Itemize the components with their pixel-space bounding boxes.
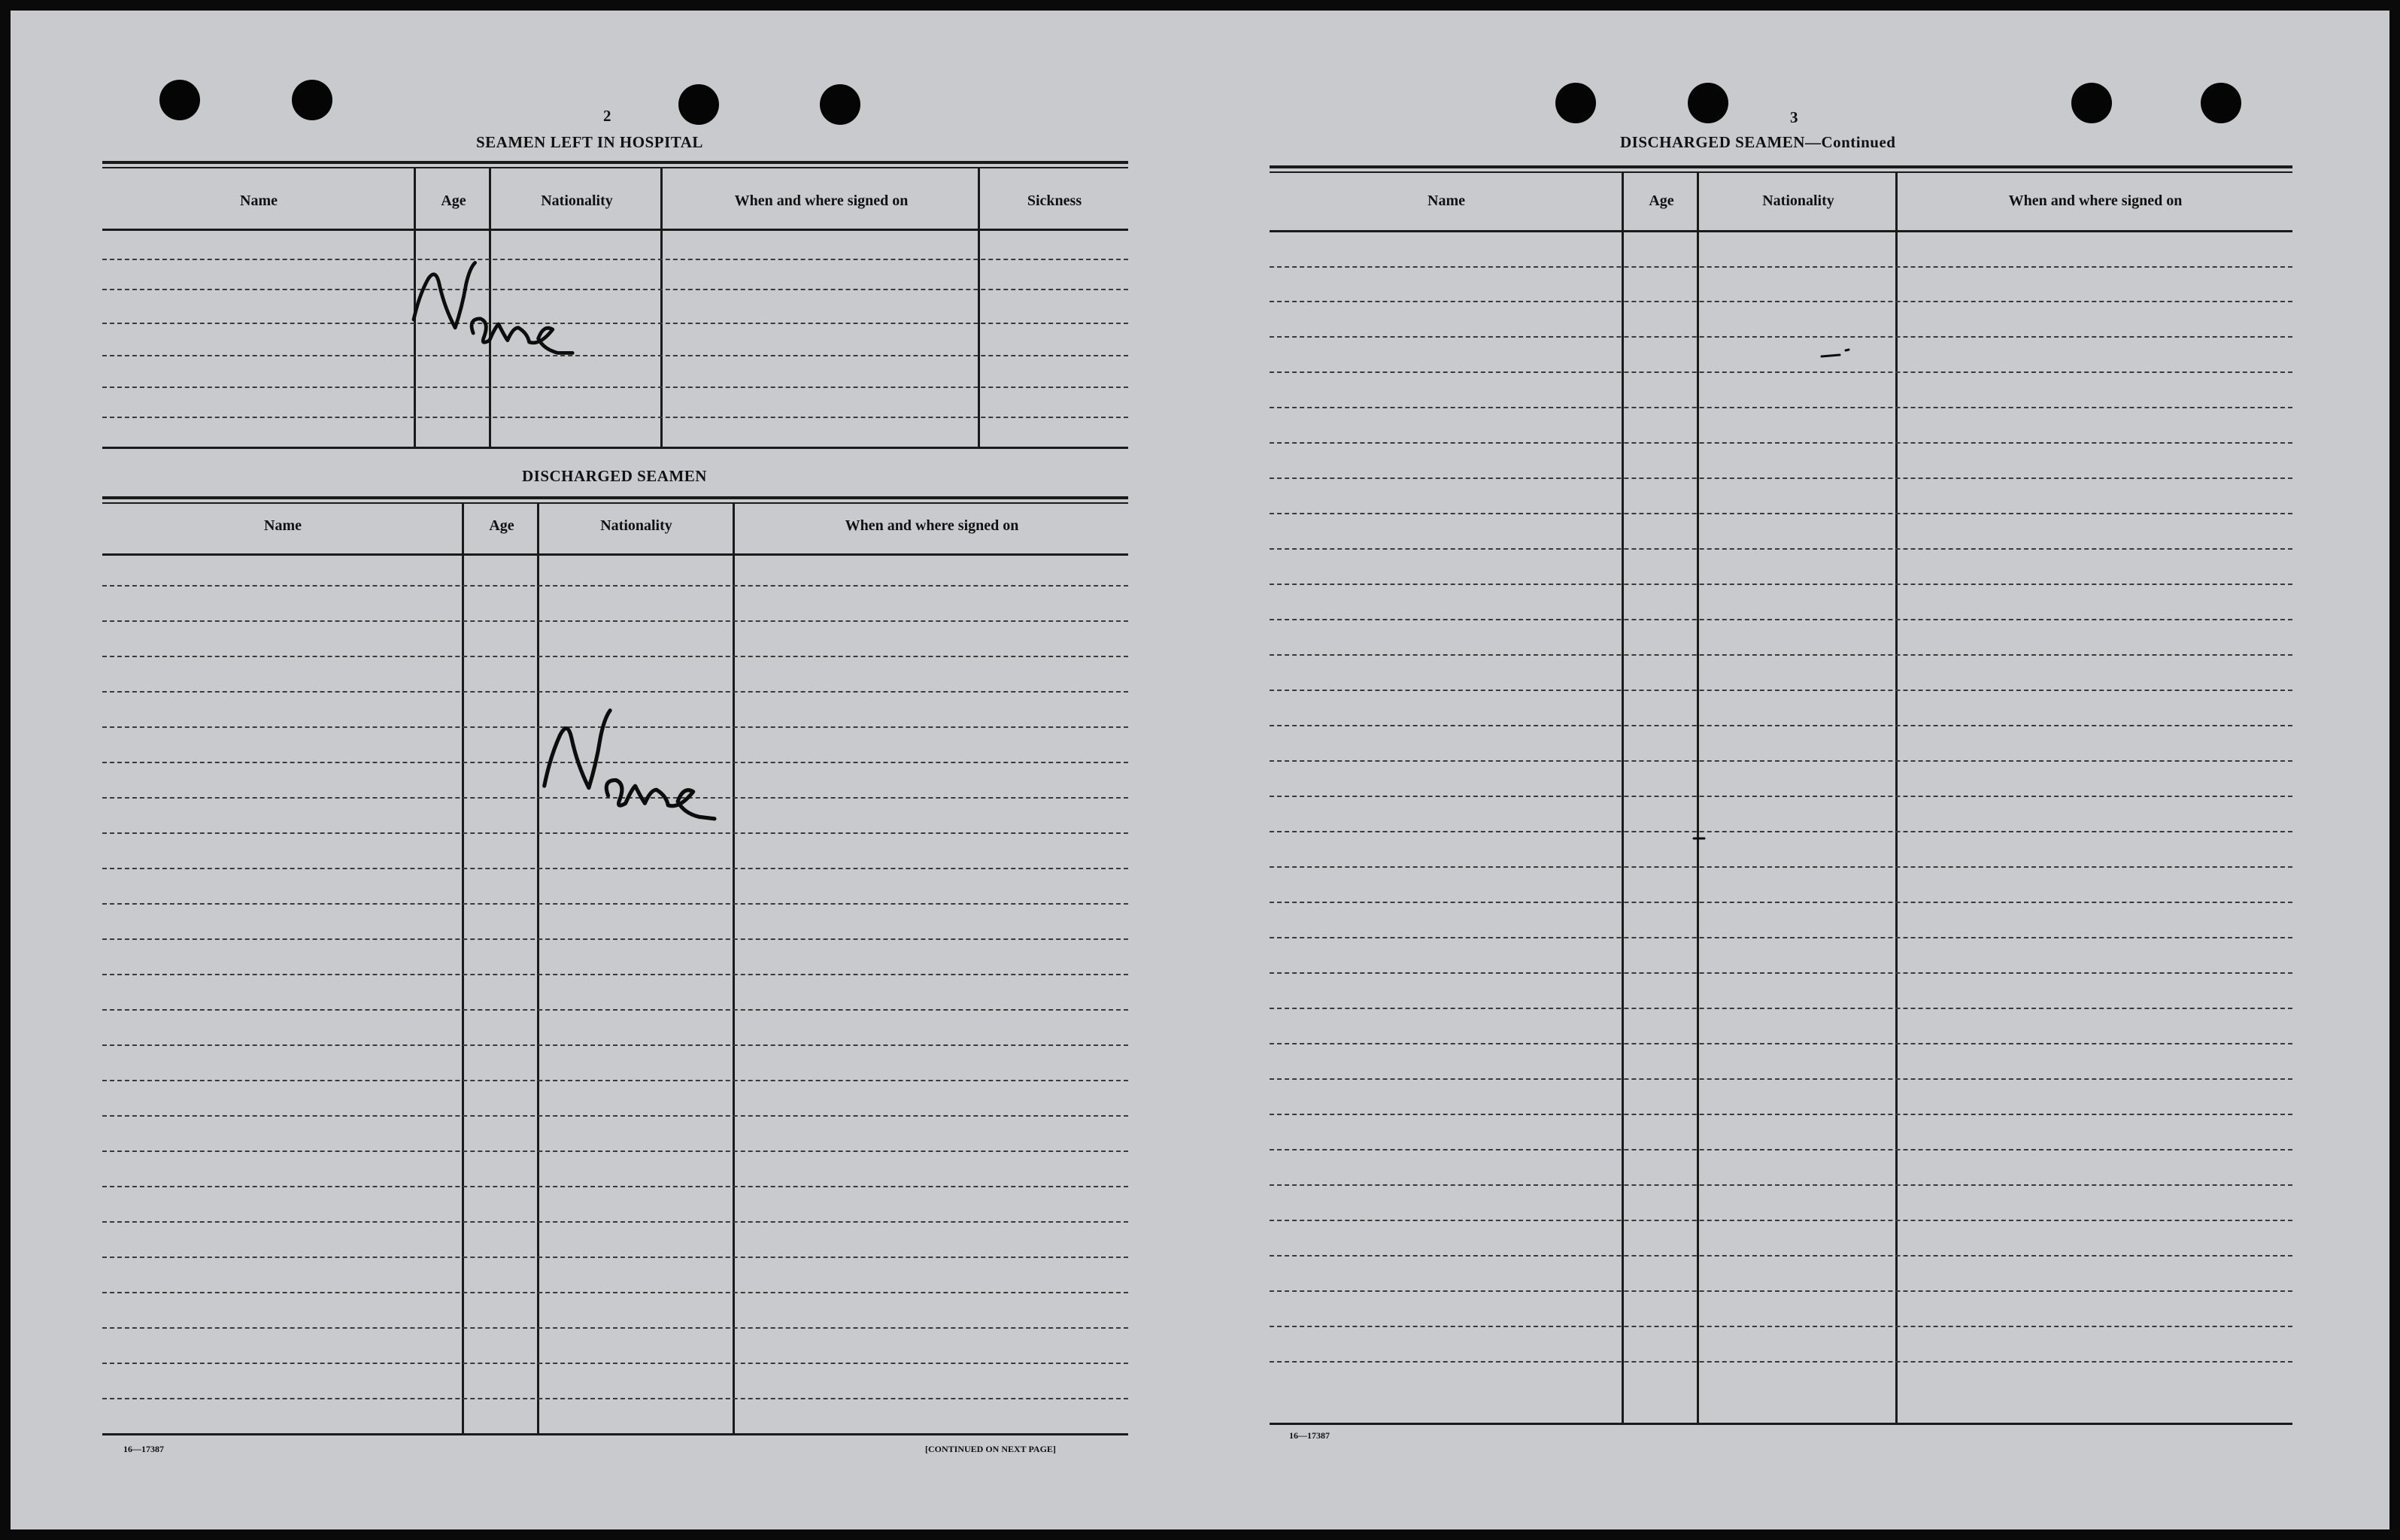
hospital-table (102, 161, 1128, 450)
column-header-age: Age (441, 192, 466, 209)
column-header-signed-on: When and where signed on (734, 192, 909, 209)
column-header-nationality: Nationality (600, 517, 672, 534)
punch-hole (2201, 83, 2241, 123)
column-header-signed-on: When and where signed on (845, 517, 1019, 534)
section-title-text: DISCHARGED SEAMEN (1620, 133, 1805, 151)
discharged-section-title: DISCHARGED SEAMEN (522, 467, 707, 485)
punch-hole (678, 84, 719, 125)
handwritten-none-hospital (396, 251, 576, 379)
column-header-nationality: Nationality (541, 192, 613, 209)
column-header-name: Name (1428, 192, 1465, 209)
punch-hole (1555, 83, 1596, 123)
discharged-continued-title (1620, 133, 1895, 152)
page-number-right: 3 (1790, 108, 1798, 126)
punch-hole (2071, 83, 2112, 123)
column-header-signed-on: When and where signed on (2008, 192, 2183, 209)
form-number-left: 16—17387 (123, 1444, 164, 1454)
column-header-sickness: Sickness (1027, 192, 1082, 209)
punch-hole (159, 80, 200, 120)
column-header-nationality: Nationality (1762, 192, 1834, 209)
stray-pen-mark (1819, 346, 1864, 361)
discharged-table-left (102, 496, 1128, 1438)
stray-pen-mark (1692, 835, 1707, 842)
punch-hole (1688, 83, 1728, 123)
column-header-age: Age (1649, 192, 1674, 209)
form-number-right: 16—17387 (1289, 1430, 1330, 1441)
section-title-suffix: —Continued (1804, 133, 1896, 151)
handwritten-none-discharged (519, 701, 721, 836)
hospital-section-title: SEAMEN LEFT IN HOSPITAL (476, 133, 703, 151)
discharged-table-right (1270, 165, 2292, 1426)
column-header-age: Age (489, 517, 514, 534)
continued-on-next-page: [CONTINUED ON NEXT PAGE] (925, 1444, 1056, 1454)
column-header-name: Name (264, 517, 302, 534)
punch-hole (292, 80, 332, 120)
scanned-document (11, 11, 2389, 1529)
column-header-name: Name (240, 192, 278, 209)
page-number-left: 2 (603, 107, 611, 125)
punch-hole (820, 84, 860, 125)
